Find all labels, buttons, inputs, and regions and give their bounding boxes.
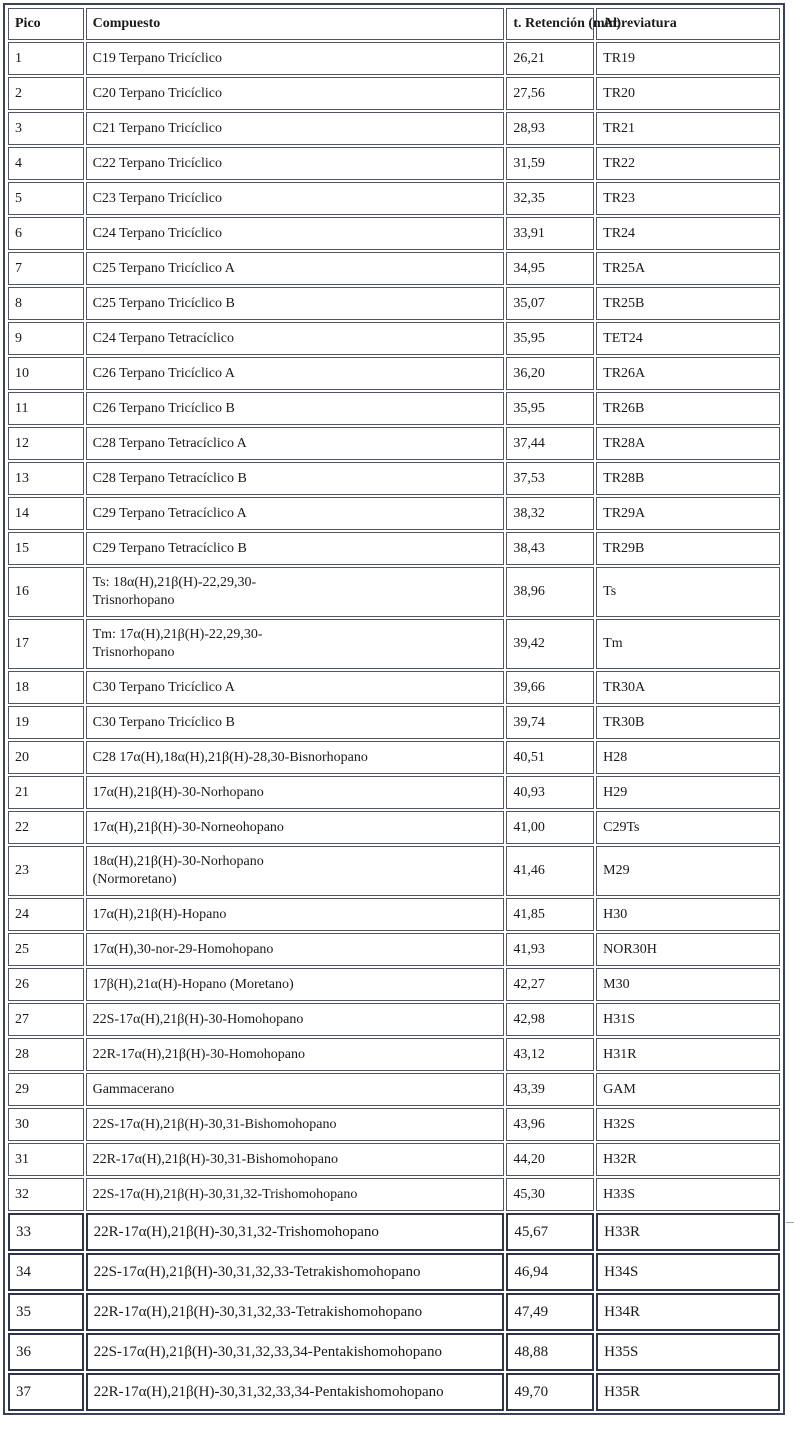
cell-retencion: 34,95 xyxy=(506,252,594,285)
cell-retencion: 28,93 xyxy=(506,112,594,145)
cell-compuesto: Gammacerano xyxy=(86,1073,505,1106)
cell-pico: 18 xyxy=(8,671,84,704)
cell-pico: 7 xyxy=(8,252,84,285)
cell-pico: 5 xyxy=(8,182,84,215)
header-abreviatura: Abreviatura xyxy=(596,8,780,40)
table-row xyxy=(8,357,780,390)
cell-compuesto: 22S-17α(H),21β(H)-30,31-Bishomohopano xyxy=(86,1108,505,1141)
cell-compuesto: 17α(H),21β(H)-Hopano xyxy=(86,898,505,931)
table-row xyxy=(8,1073,780,1106)
cell-retencion: 44,20 xyxy=(506,1143,594,1176)
cell-pico: 11 xyxy=(8,392,84,425)
cell-abreviatura: C29Ts xyxy=(596,811,780,844)
cell-compuesto: C22 Terpano Tricíclico xyxy=(86,147,505,180)
cell-compuesto: 17α(H),21β(H)-30-Norneohopano xyxy=(86,811,505,844)
cell-abreviatura: H34R xyxy=(596,1293,780,1331)
table-row xyxy=(8,1038,780,1071)
table-row xyxy=(8,619,780,669)
table-row xyxy=(8,933,780,966)
cell-pico: 12 xyxy=(8,427,84,460)
cell-compuesto: 17α(H),30-nor-29-Homohopano xyxy=(86,933,505,966)
cell-pico: 20 xyxy=(8,741,84,774)
cell-pico: 10 xyxy=(8,357,84,390)
cell-pico: 23 xyxy=(8,846,84,896)
cell-pico: 29 xyxy=(8,1073,84,1106)
cell-retencion: 46,94 xyxy=(506,1253,594,1291)
table-row xyxy=(8,287,780,320)
table-row xyxy=(8,706,780,739)
cell-abreviatura: GAM xyxy=(596,1073,780,1106)
cell-pico: 24 xyxy=(8,898,84,931)
table-row xyxy=(8,1213,780,1251)
cell-retencion: 42,27 xyxy=(506,968,594,1001)
table-row xyxy=(8,1373,780,1411)
cell-retencion: 26,21 xyxy=(506,42,594,75)
cell-retencion: 37,53 xyxy=(506,462,594,495)
cell-pico: 14 xyxy=(8,497,84,530)
cell-compuesto: 18α(H),21β(H)-30-Norhopano (Normoretano) xyxy=(86,846,505,896)
header-pico: Pico xyxy=(8,8,84,40)
cell-retencion: 38,43 xyxy=(506,532,594,565)
cell-compuesto: 22R-17α(H),21β(H)-30-Homohopano xyxy=(86,1038,505,1071)
cell-compuesto: Ts: 18α(H),21β(H)-22,29,30-Trisnorhopano xyxy=(86,567,505,617)
cell-pico: 16 xyxy=(8,567,84,617)
table-row xyxy=(8,392,780,425)
cell-pico: 34 xyxy=(8,1253,84,1291)
cell-compuesto: 22R-17α(H),21β(H)-30,31,32-Trishomohopano xyxy=(86,1213,505,1251)
cell-abreviatura: TR25A xyxy=(596,252,780,285)
cell-retencion: 43,96 xyxy=(506,1108,594,1141)
table-row xyxy=(8,1253,780,1291)
cell-retencion: 27,56 xyxy=(506,77,594,110)
table-header-row xyxy=(8,8,780,40)
cell-abreviatura: TR21 xyxy=(596,112,780,145)
cell-compuesto: 17α(H),21β(H)-30-Norhopano xyxy=(86,776,505,809)
cell-abreviatura: TR26A xyxy=(596,357,780,390)
table-row xyxy=(8,1143,780,1176)
cell-compuesto: 22S-17α(H),21β(H)-30,31,32,33-Tetrakishomohopano xyxy=(86,1253,505,1291)
cell-retencion: 35,07 xyxy=(506,287,594,320)
header-compuesto: Compuesto xyxy=(86,8,505,40)
cell-pico: 22 xyxy=(8,811,84,844)
cell-pico: 25 xyxy=(8,933,84,966)
compounds-table xyxy=(6,6,782,1413)
table-row xyxy=(8,427,780,460)
cell-retencion: 39,74 xyxy=(506,706,594,739)
cell-abreviatura: TR30A xyxy=(596,671,780,704)
table-row xyxy=(8,182,780,215)
cell-retencion: 47,49 xyxy=(506,1293,594,1331)
cell-retencion: 39,66 xyxy=(506,671,594,704)
cell-compuesto: C25 Terpano Tricíclico A xyxy=(86,252,505,285)
table-row xyxy=(8,77,780,110)
table-row xyxy=(8,217,780,250)
cell-retencion: 41,00 xyxy=(506,811,594,844)
cell-compuesto: C30 Terpano Tricíclico B xyxy=(86,706,505,739)
cell-pico: 26 xyxy=(8,968,84,1001)
table-row xyxy=(8,898,780,931)
cell-abreviatura: TR25B xyxy=(596,287,780,320)
cell-retencion: 40,51 xyxy=(506,741,594,774)
cell-compuesto: C19 Terpano Tricíclico xyxy=(86,42,505,75)
cell-abreviatura: H29 xyxy=(596,776,780,809)
cell-retencion: 38,32 xyxy=(506,497,594,530)
cell-pico: 2 xyxy=(8,77,84,110)
cell-pico: 36 xyxy=(8,1333,84,1371)
table-row xyxy=(8,1333,780,1371)
table-row xyxy=(8,1003,780,1036)
cell-retencion: 37,44 xyxy=(506,427,594,460)
cell-compuesto: 22R-17α(H),21β(H)-30,31,32,33,34-Pentakishomohopano xyxy=(86,1373,505,1411)
cell-retencion: 49,70 xyxy=(506,1373,594,1411)
cell-compuesto: C26 Terpano Tricíclico B xyxy=(86,392,505,425)
table-row xyxy=(8,1108,780,1141)
cell-pico: 15 xyxy=(8,532,84,565)
cell-abreviatura: TR24 xyxy=(596,217,780,250)
cell-compuesto: C24 Terpano Tricíclico xyxy=(86,217,505,250)
cell-compuesto: C21 Terpano Tricíclico xyxy=(86,112,505,145)
table-row xyxy=(8,1178,780,1211)
cell-abreviatura: TR26B xyxy=(596,392,780,425)
cell-compuesto: 22S-17α(H),21β(H)-30-Homohopano xyxy=(86,1003,505,1036)
cell-pico: 31 xyxy=(8,1143,84,1176)
table-row xyxy=(8,1293,780,1331)
cell-abreviatura: H28 xyxy=(596,741,780,774)
table-row xyxy=(8,462,780,495)
cell-abreviatura: TR30B xyxy=(596,706,780,739)
cell-abreviatura: H31S xyxy=(596,1003,780,1036)
cell-compuesto: Tm: 17α(H),21β(H)-22,29,30-Trisnorhopano xyxy=(86,619,505,669)
cell-pico: 27 xyxy=(8,1003,84,1036)
cell-compuesto: 17β(H),21α(H)-Hopano (Moretano) xyxy=(86,968,505,1001)
cell-retencion: 41,46 xyxy=(506,846,594,896)
cell-retencion: 39,42 xyxy=(506,619,594,669)
header-retencion: t. Retención (min) xyxy=(506,8,594,40)
table-row xyxy=(8,776,780,809)
cell-pico: 3 xyxy=(8,112,84,145)
cell-retencion: 41,85 xyxy=(506,898,594,931)
table-row xyxy=(8,497,780,530)
cell-retencion: 48,88 xyxy=(506,1333,594,1371)
table-row xyxy=(8,567,780,617)
cell-retencion: 33,91 xyxy=(506,217,594,250)
cell-abreviatura: H30 xyxy=(596,898,780,931)
cell-compuesto: C28 17α(H),18α(H),21β(H)-28,30-Bisnorhopano xyxy=(86,741,505,774)
cell-pico: 32 xyxy=(8,1178,84,1211)
cell-pico: 4 xyxy=(8,147,84,180)
cell-pico: 30 xyxy=(8,1108,84,1141)
cell-pico: 6 xyxy=(8,217,84,250)
cell-retencion: 40,93 xyxy=(506,776,594,809)
cell-abreviatura: Tm xyxy=(596,619,780,669)
cell-retencion: 35,95 xyxy=(506,392,594,425)
cell-retencion: 41,93 xyxy=(506,933,594,966)
cell-retencion: 32,35 xyxy=(506,182,594,215)
cell-compuesto: 22R-17α(H),21β(H)-30,31-Bishomohopano xyxy=(86,1143,505,1176)
cell-pico: 21 xyxy=(8,776,84,809)
cell-abreviatura: TR22 xyxy=(596,147,780,180)
cell-abreviatura: H32S xyxy=(596,1108,780,1141)
table-row xyxy=(8,252,780,285)
cell-abreviatura: H33S xyxy=(596,1178,780,1211)
table-row xyxy=(8,532,780,565)
cell-retencion: 31,59 xyxy=(506,147,594,180)
table-row xyxy=(8,42,780,75)
cell-pico: 35 xyxy=(8,1293,84,1331)
cell-abreviatura: M30 xyxy=(596,968,780,1001)
cell-abreviatura: TR23 xyxy=(596,182,780,215)
cell-pico: 13 xyxy=(8,462,84,495)
cell-compuesto: C23 Terpano Tricíclico xyxy=(86,182,505,215)
cell-pico: 8 xyxy=(8,287,84,320)
cell-retencion: 36,20 xyxy=(506,357,594,390)
cell-pico: 37 xyxy=(8,1373,84,1411)
table-row xyxy=(8,147,780,180)
cell-compuesto: 22S-17α(H),21β(H)-30,31,32,33,34-Pentakishomohopano xyxy=(86,1333,505,1371)
cell-retencion: 45,30 xyxy=(506,1178,594,1211)
cell-compuesto: C30 Terpano Tricíclico A xyxy=(86,671,505,704)
cell-abreviatura: TR28B xyxy=(596,462,780,495)
cell-compuesto: C20 Terpano Tricíclico xyxy=(86,77,505,110)
cell-abreviatura: H35S xyxy=(596,1333,780,1371)
cell-abreviatura: M29 xyxy=(596,846,780,896)
cell-abreviatura: NOR30H xyxy=(596,933,780,966)
cell-abreviatura: TR20 xyxy=(596,77,780,110)
cell-retencion: 35,95 xyxy=(506,322,594,355)
cell-compuesto: C25 Terpano Tricíclico B xyxy=(86,287,505,320)
table-row xyxy=(8,322,780,355)
table-container xyxy=(3,3,785,1415)
cell-compuesto: C28 Terpano Tetracíclico A xyxy=(86,427,505,460)
cell-compuesto: C29 Terpano Tetracíclico A xyxy=(86,497,505,530)
table-row xyxy=(8,846,780,896)
cell-abreviatura: TR19 xyxy=(596,42,780,75)
cell-retencion: 38,96 xyxy=(506,567,594,617)
cell-retencion: 42,98 xyxy=(506,1003,594,1036)
cell-compuesto: C29 Terpano Tetracíclico B xyxy=(86,532,505,565)
cell-abreviatura: H31R xyxy=(596,1038,780,1071)
cell-abreviatura: H33R xyxy=(596,1213,780,1251)
cell-abreviatura: H35R xyxy=(596,1373,780,1411)
cell-abreviatura: TR28A xyxy=(596,427,780,460)
cell-abreviatura: TET24 xyxy=(596,322,780,355)
table-row xyxy=(8,811,780,844)
cell-compuesto: 22S-17α(H),21β(H)-30,31,32-Trishomohopano xyxy=(86,1178,505,1211)
cell-abreviatura: TR29A xyxy=(596,497,780,530)
table-row xyxy=(8,741,780,774)
cell-compuesto: C26 Terpano Tricíclico A xyxy=(86,357,505,390)
edge-mark xyxy=(786,1222,794,1223)
table-body xyxy=(8,42,780,1411)
cell-retencion: 43,39 xyxy=(506,1073,594,1106)
cell-compuesto: C24 Terpano Tetracíclico xyxy=(86,322,505,355)
cell-compuesto: C28 Terpano Tetracíclico B xyxy=(86,462,505,495)
cell-pico: 19 xyxy=(8,706,84,739)
cell-abreviatura: TR29B xyxy=(596,532,780,565)
cell-compuesto: 22R-17α(H),21β(H)-30,31,32,33-Tetrakishomohopano xyxy=(86,1293,505,1331)
cell-pico: 33 xyxy=(8,1213,84,1251)
cell-pico: 9 xyxy=(8,322,84,355)
cell-abreviatura: H32R xyxy=(596,1143,780,1176)
cell-retencion: 45,67 xyxy=(506,1213,594,1251)
cell-pico: 28 xyxy=(8,1038,84,1071)
table-row xyxy=(8,671,780,704)
cell-abreviatura: H34S xyxy=(596,1253,780,1291)
cell-pico: 1 xyxy=(8,42,84,75)
cell-pico: 17 xyxy=(8,619,84,669)
table-row xyxy=(8,968,780,1001)
cell-retencion: 43,12 xyxy=(506,1038,594,1071)
cell-abreviatura: Ts xyxy=(596,567,780,617)
table-row xyxy=(8,112,780,145)
